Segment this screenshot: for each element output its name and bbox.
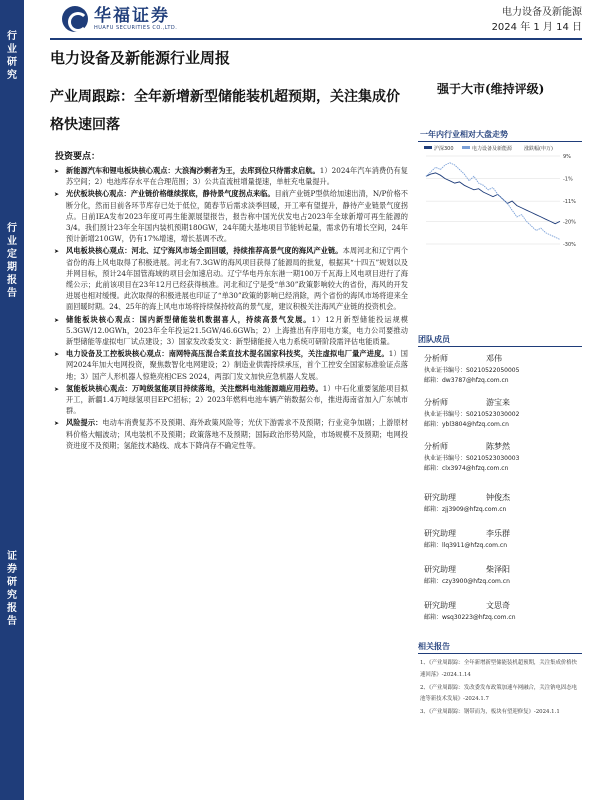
sidebar-label-securities: 证券研究报告 bbox=[7, 551, 17, 627]
rating-badge: 强于大市(维持评级) bbox=[437, 82, 545, 96]
member-name: 邓伟 bbox=[486, 354, 502, 363]
member-role: 分析师 bbox=[424, 354, 448, 363]
member-role: 研究助理 bbox=[424, 601, 456, 610]
point-text: 1）中石化重要氢能项目拟开工，新疆1.4万吨绿氢项目EPC招标；2）2023年燃料电池车辆产销数据公布，推进海南省加入广东城市群。 bbox=[66, 383, 408, 416]
team-member bbox=[424, 563, 584, 587]
point-heading: 风险提示： bbox=[66, 418, 103, 428]
chart-legend bbox=[424, 145, 553, 152]
related-reports-list bbox=[420, 658, 582, 720]
logo-en-text: HUAFU SECURITIES CO.,LTD. bbox=[94, 25, 178, 31]
team-member bbox=[424, 352, 584, 386]
team-member bbox=[424, 491, 584, 515]
point-text: 1）12月新型储能投运规模5.3GW/12.0GWh，2023年全年投运21.5GW/46.6GWh；2）上海推出有序用电方案，电力公司要推动新型储能等虚拟电厂试点建设；3）国家发改委发文：新型储能接入电力系统可研阶段需评估电能质量。 bbox=[66, 314, 408, 347]
bullet-icon: ➤ bbox=[54, 316, 60, 324]
report-title: 电力设备及新能源行业周报 bbox=[50, 49, 231, 67]
left-band bbox=[0, 0, 24, 800]
member-license: 执业证书编号：S0210523030002 bbox=[424, 411, 520, 418]
company-logo bbox=[62, 6, 177, 32]
y-tick-label: -11% bbox=[563, 199, 576, 206]
member-email: 邮箱：czy3900@hfzq.com.cn bbox=[424, 578, 510, 585]
y-tick-label: -20% bbox=[563, 219, 576, 226]
member-name: 钟俊杰 bbox=[486, 493, 510, 502]
header-meta bbox=[492, 5, 582, 35]
member-role: 研究助理 bbox=[424, 529, 456, 538]
point-storage bbox=[54, 314, 408, 348]
y-tick-label: 9% bbox=[563, 154, 571, 160]
legend-swatch-industry bbox=[462, 146, 470, 149]
member-name: 李乐群 bbox=[486, 529, 510, 538]
point-text: 电动车消费复苏不及预期、海外政策风险等；光伏下游需求不及预期；行业竞争加剧；上游原材料价格大幅波动；风电装机不及预期；政策落地不及预期；国际政治形势风险，市场规模不及预期；电网投资进度不及预期；氢能技术路线、成本下降尚存不确定性等。 bbox=[66, 418, 408, 450]
related-title: 相关报告 bbox=[418, 642, 450, 651]
member-license: 执业证书编号：S0210522050005 bbox=[424, 367, 520, 374]
legend-extra-label: 涨跌幅(申万) bbox=[524, 146, 553, 152]
team-member bbox=[424, 527, 584, 551]
member-email: 邮箱：zjj3909@hfzq.com.cn bbox=[424, 506, 507, 513]
header-date: 2024 年 1 月 14 日 bbox=[491, 22, 582, 33]
related-report-item[interactable]: 1、《产业周跟踪：全年新增新型储能装机超预期，关注集成价格快速回落》-2024.1.14 bbox=[420, 660, 578, 678]
member-email: 邮箱：wsq30223@hfzq.com.cn bbox=[424, 614, 516, 621]
point-heading: 风电板块核心观点：河北、辽宁海风市场全面回暖，持续推荐高景气度的海风产业链。 bbox=[66, 246, 343, 256]
y-tick-label: -1% bbox=[563, 176, 573, 183]
member-role: 研究助理 bbox=[424, 493, 456, 502]
sidebar-label-industry: 行业研究 bbox=[7, 31, 17, 81]
report-subtitle: 产业周跟踪：全年新增新型储能装机超预期，关注集成价格快速回落 bbox=[50, 89, 400, 133]
bullet-icon: ➤ bbox=[54, 191, 60, 199]
team-member bbox=[424, 599, 584, 623]
member-role: 研究助理 bbox=[424, 565, 456, 574]
team-member bbox=[424, 396, 584, 430]
chart-background bbox=[418, 144, 582, 252]
member-email: 邮箱：ybl3804@hfzq.com.cn bbox=[424, 421, 509, 428]
point-heading: 氢能板块核心观点：万吨级氢能项目持续落地，关注燃料电池能源端应用趋势。 bbox=[66, 383, 323, 393]
point-risk bbox=[54, 417, 408, 451]
point-heading: 光伏板块核心观点：产业链价格继续探底，静待景气度拐点来临。 bbox=[66, 189, 275, 199]
related-report-item[interactable]: 3、《产业周跟踪：钢带而为，板块有望迎修复》-2024.1.1 bbox=[420, 709, 560, 716]
relative-performance-chart bbox=[418, 144, 582, 252]
member-role: 分析师 bbox=[424, 398, 448, 407]
member-name: 文思奇 bbox=[486, 601, 510, 610]
related-divider bbox=[418, 653, 582, 654]
sidebar-label-periodic: 行业定期报告 bbox=[7, 223, 17, 299]
member-name: 游宝来 bbox=[486, 398, 510, 407]
bullet-icon: ➤ bbox=[54, 420, 60, 428]
member-role: 分析师 bbox=[424, 442, 448, 451]
chart-divider bbox=[418, 141, 582, 142]
point-solar bbox=[54, 188, 408, 244]
bullet-icon: ➤ bbox=[54, 248, 60, 256]
bullet-icon: ➤ bbox=[54, 385, 60, 393]
member-license: 执业证书编号：S0210523030003 bbox=[424, 455, 520, 462]
point-text: 本周河北和辽宁两个省份的海上风电取得了积极进展。河北有7.3GW的海风项目获得了能源局的批复，根据其“十四五”规划以及并网目标，预计24年国管海域的项目会加速启动。辽宁华电丹东东港一期100万千瓦海上风电项目进行了海缆公示；此前该项目在23年12月已经获得核准。河北和辽宁是受“单30”政策影响较大的省份，海风的开发进展也相对缓慢。此次取得的积极进展也印证了“单30”政策的影响已经消除，两个省份的海风市场将迎来全面回暖时期。24、25年的海上风电市场将持续保持较高的景气度，建议积极关注海风产业链的投资机会。 bbox=[66, 246, 408, 312]
logo-mark-icon bbox=[62, 6, 88, 32]
header-category: 电力设备及新能源 bbox=[502, 7, 582, 18]
bullet-icon: ➤ bbox=[54, 351, 60, 359]
member-email: 邮箱：llq3911@hfzq.com.cn bbox=[424, 542, 508, 549]
point-heading: 电力设备及工控板块核心观点：南网特高压混合柔直技术提名国家科技奖，关注虚拟电厂量产进度。 bbox=[66, 349, 389, 359]
related-report-item[interactable]: 2、《产业周跟踪：发改委发布政策加速车网融合，关注钠电固态电池等新技术发展》-2024.1.7 bbox=[420, 684, 578, 703]
points-title: 投资要点： bbox=[55, 152, 101, 162]
point-hydrogen bbox=[54, 383, 408, 417]
point-text: 目前产业链P型供给加速出清，N/P价格不断分化，然而目前各环节库存已处于低位，随春节后需求淡季回暖，开工率有望提升，静待产业链景气度拐点。日前IEA发布2023年度可再生能源展望报告，报告称中国光伏发电占2023年全球新增可再生能源的3/4。我们预计23年全年国内装机预期180GW，24年随大基地项目节能转起量，需求仍有增长空间，24年预计新增210GW，仍有17%增速，增长基调不改。 bbox=[66, 189, 408, 244]
member-name: 陈梦然 bbox=[486, 442, 510, 451]
member-email: 邮箱：dw3787@hfzq.com.cn bbox=[424, 377, 509, 384]
chart-title: 一年内行业相对大盘走势 bbox=[420, 130, 508, 139]
logo-cn-text: 华福证券 bbox=[94, 6, 170, 26]
member-name: 柴泽阳 bbox=[486, 565, 510, 574]
legend-swatch-index bbox=[424, 146, 432, 149]
point-heading: 储能板块核心观点：国内新型储能装机数据喜人，持续高景气发展。 bbox=[66, 314, 312, 324]
legend-index-label: 沪深300 bbox=[434, 146, 454, 152]
team-title: 团队成员 bbox=[418, 335, 450, 344]
team-member bbox=[424, 440, 584, 474]
point-power-equipment bbox=[54, 348, 408, 382]
point-wind bbox=[54, 245, 408, 312]
y-tick-label: -30% bbox=[563, 242, 576, 248]
team-divider bbox=[418, 346, 582, 347]
point-text: 1）2024年汽车消费仍有复苏空间；2）电池库存水平在合理范围；3）公共直流桩增量提速，单桩充电量提升。 bbox=[66, 166, 408, 187]
member-email: 邮箱：clx3974@hfzq.com.cn bbox=[424, 465, 509, 472]
header-divider bbox=[50, 38, 582, 40]
point-heading: 新能源汽车和锂电板块核心观点：大浪淘沙剩者为王，去库到位只待需求启航。 bbox=[66, 166, 320, 175]
point-ev-battery bbox=[54, 165, 408, 187]
legend-industry-label: 电力设备及新能源 bbox=[472, 146, 513, 152]
point-text: 1）国网2024年加大电网投资，聚焦数智化电网建设；2）制造业供需持续承压，首个工控安全国家标准验证点落地；3）国产人形机器人惊艳亮相CES 2024，两部门发文加快应急机器人发展。 bbox=[66, 349, 408, 381]
investment-points bbox=[54, 165, 408, 452]
bullet-icon: ➤ bbox=[54, 168, 60, 175]
